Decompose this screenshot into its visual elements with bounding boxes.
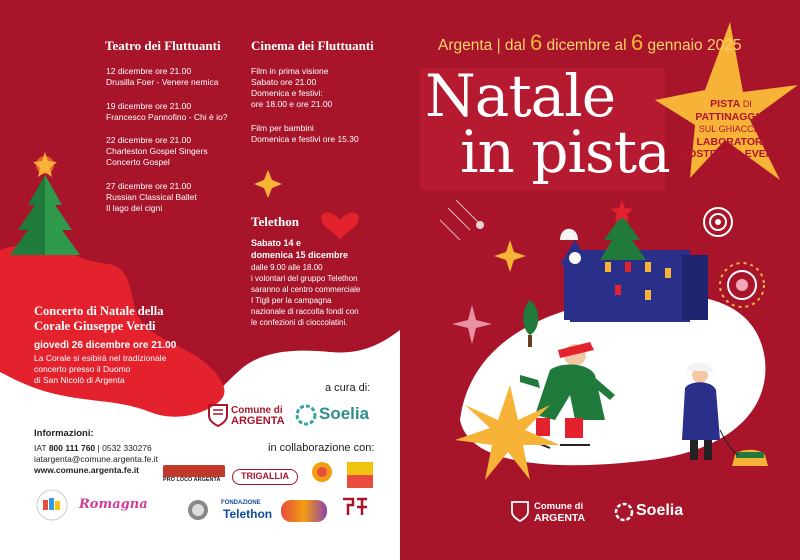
comune-footer-logo <box>534 502 585 523</box>
event-date: 27 dicembre ore 21.00 <box>106 181 192 191</box>
date-range <box>438 30 741 56</box>
info-phone <box>34 443 152 455</box>
romagna-logo: Romagna <box>79 497 148 512</box>
event-date: 22 dicembre ore 21.00 <box>106 135 192 145</box>
museum-logo <box>347 462 373 488</box>
star-line: LABORATORI <box>696 135 766 148</box>
cinema-line: Film per bambini <box>251 123 314 133</box>
teatro-event-4 <box>106 181 197 214</box>
a-cura-label: a cura di: <box>325 382 371 394</box>
cinema-line: ore 18.00 e ore 21.00 <box>251 99 333 109</box>
telethon-logo: Telethon <box>223 507 273 521</box>
telethon-text <box>251 262 360 328</box>
comune-logo-line: ARGENTA <box>231 415 285 427</box>
comune-footer-line: ARGENTA <box>534 511 586 524</box>
telethon-line: i volontari del gruppo Telethon <box>251 274 358 283</box>
event-date: 12 dicembre ore 21.00 <box>106 66 192 76</box>
date-suffix: gennaio 2025 <box>647 37 742 54</box>
star-box-text <box>672 98 790 161</box>
telethon-line: le confezioni di cioccolatini. <box>251 318 348 327</box>
event-subtitle: Concerto Gospel <box>106 157 170 167</box>
star-line: MOSTRE ED EVENTI <box>679 148 783 160</box>
concerto-heading-line: Corale Giuseppe Verdi <box>34 319 156 333</box>
teatro-event-2 <box>106 101 227 123</box>
soelia-footer-icon <box>614 502 634 522</box>
soelia-logo: Soelia <box>319 404 370 423</box>
comune-footer-line: Comune di <box>534 501 584 512</box>
event-title: Russian Classical Ballet <box>106 192 197 202</box>
info-phone-prefix: IAT <box>34 443 47 453</box>
star-line: PISTA <box>710 98 740 110</box>
concerto-heading-line: Concerto di Natale della <box>34 304 164 318</box>
event-title: Francesco Pannofino - Chi è io? <box>106 112 228 122</box>
cinema-block-1 <box>251 66 332 110</box>
cinema-line: Domenica e festivi: <box>251 88 323 98</box>
cinema-line: Domenica e festivi ore 15.30 <box>251 134 359 144</box>
concerto-line: La Corale si esibirà nel tradizionale <box>34 353 167 363</box>
event-date: 19 dicembre ore 21.00 <box>106 101 192 111</box>
soelia-sun-icon <box>295 404 317 426</box>
trigallia-logo: TRIGALLIA <box>232 469 298 485</box>
concerto-date: giovedì 26 dicembre ore 21.00 <box>34 340 177 351</box>
date-prefix: Argenta | dal <box>438 37 526 54</box>
telethon-logo-small: FONDAZIONE <box>221 500 261 506</box>
soelia-footer-logo: Soelia <box>636 502 684 519</box>
telethon-date-line: Sabato 14 e <box>251 238 302 248</box>
concerto-text <box>34 353 166 386</box>
star-line: SUL GHIACCIO <box>698 124 764 134</box>
teatro-event-3 <box>106 135 208 168</box>
event-title: Charleston Gospel Singers <box>106 146 208 156</box>
proloco-skyline <box>163 465 225 477</box>
info-heading: Informazioni: <box>34 428 94 439</box>
telethon-line: nazionale di raccolta fondi con <box>251 307 359 316</box>
concerto-heading <box>34 304 164 334</box>
info-email[interactable]: iatargenta@comune.argenta.fe.it <box>34 454 158 464</box>
telethon-dates <box>251 238 348 261</box>
proloco-logo <box>163 465 225 487</box>
telethon-date-line: domenica 15 dicembre <box>251 249 349 260</box>
concerto-line: concerto presso il Duomo <box>34 364 131 374</box>
commercio-logo <box>281 500 327 522</box>
info-phone-alt: | 0532 330276 <box>97 443 152 453</box>
telethon-line: dalle 9.00 alle 18.00 <box>251 263 323 272</box>
teatro-logo-icon <box>341 497 369 517</box>
date-start-day: 6 <box>529 30 543 55</box>
telethon-heading: Telethon <box>251 214 299 229</box>
cinema-line: Film in prima visione <box>251 66 329 76</box>
cinema-heading: Cinema dei Fluttuanti <box>251 38 374 53</box>
comune-logo-line: Comune di <box>231 405 283 416</box>
proloco-label: PRO LOCO ARGENTA <box>163 477 221 483</box>
title-line-1: Natale <box>425 62 616 130</box>
comune-crest-icon <box>207 403 229 427</box>
teatro-event-1 <box>106 66 218 88</box>
cinema-block-2 <box>251 123 359 145</box>
mercato-logo <box>310 461 334 487</box>
concerto-line: di San Nicolò di Argenta <box>34 375 125 385</box>
collab-label: in collaborazione con: <box>268 442 375 454</box>
event-title: Drusilla Foer - Venere nemica <box>106 77 219 87</box>
comune-crest-footer-icon <box>510 500 530 522</box>
info-phone-number: 800 111 760 <box>48 443 96 453</box>
date-end-day: 6 <box>630 30 644 55</box>
cinema-line: Sabato ore 21.00 <box>251 77 317 87</box>
title-line-2: in pista <box>460 118 670 186</box>
teatro-heading: Teatro dei Fluttuanti <box>105 38 221 53</box>
date-middle: dicembre al <box>546 37 627 54</box>
event-subtitle: Il lago dei cigni <box>106 203 163 213</box>
comune-logo <box>231 405 285 427</box>
telethon-line: I Tigli per la campagna <box>251 296 332 305</box>
region-logo <box>35 488 69 522</box>
star-line: DI <box>742 99 752 109</box>
info-website[interactable]: www.comune.argenta.fe.it <box>34 465 140 475</box>
telethon-line: saranno al centro commerciale <box>251 285 361 294</box>
club-crest-icon <box>186 498 210 522</box>
star-line: PATTINAGGIO <box>695 110 767 123</box>
